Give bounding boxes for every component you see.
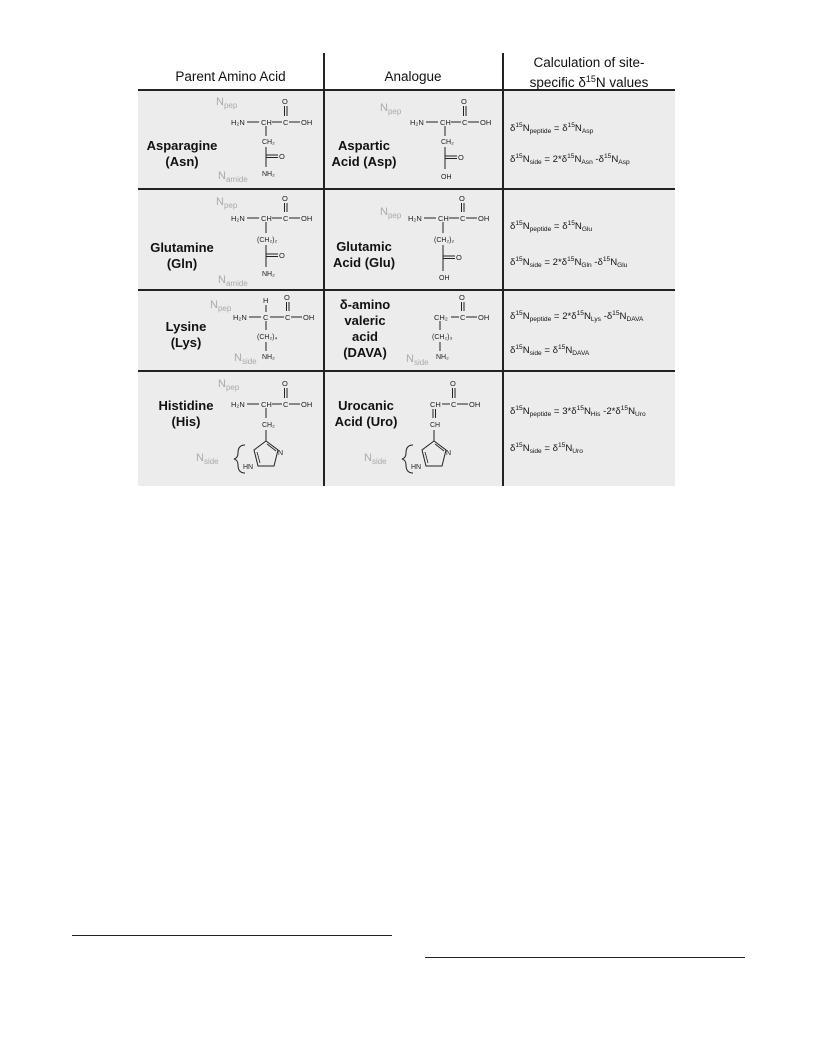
svg-text:(CH₂)₃: (CH₂)₃ xyxy=(432,334,453,341)
svg-text:C: C xyxy=(263,313,269,322)
svg-text:O: O xyxy=(279,152,285,161)
svg-text:OH: OH xyxy=(480,118,492,127)
svg-text:CH: CH xyxy=(438,214,449,223)
svg-text:H₂N: H₂N xyxy=(408,214,422,223)
eq-side-his: $\delta^{15}N_{side} = \delta^{15}N_{Uro}$ xyxy=(510,442,583,455)
n-pep-label-gln: $N_{pep}$ xyxy=(216,196,238,210)
svg-text:H₂N: H₂N xyxy=(410,118,424,127)
analogue-name-uro: Urocanic Acid (Uro) xyxy=(334,398,398,429)
svg-text:C: C xyxy=(451,400,457,409)
header-parent: Parent Amino Acid xyxy=(175,69,286,84)
col-rule-2 xyxy=(502,53,504,486)
header-analogue: Analogue xyxy=(384,69,442,84)
footnote-rule-right xyxy=(425,957,745,958)
svg-text:(CH₂)₄: (CH₂)₄ xyxy=(257,334,278,341)
svg-text:O: O xyxy=(459,194,465,203)
n-side-label-uro: $N_{side}$ xyxy=(364,452,387,466)
n-amide-label-asn: $N_{amide}$ xyxy=(218,170,248,184)
svg-text:OH: OH xyxy=(441,174,452,181)
svg-text:C: C xyxy=(283,400,289,409)
parent-name-lys: Lysine (Lys) xyxy=(165,319,207,350)
svg-text:C: C xyxy=(283,118,289,127)
svg-text:CH: CH xyxy=(430,422,441,429)
eq-side-asn: $\delta^{15}N_{side} = 2*\delta^{15}N_{Asn}$ $-\delta^{15}N_{Asp}$ xyxy=(510,153,630,166)
asparagine-structure xyxy=(216,91,324,188)
aspartic-acid-structure xyxy=(380,91,498,188)
svg-text:C: C xyxy=(460,214,466,223)
n-side-label-his: $N_{side}$ xyxy=(196,452,219,466)
svg-text:N: N xyxy=(278,450,284,457)
header-calculation xyxy=(503,55,675,91)
eq-peptide-asn: $\delta^{15}N_{peptide} = \delta^{15}N_{Asp}$ xyxy=(510,122,594,135)
svg-text:CH₂: CH₂ xyxy=(262,139,275,146)
svg-text:O: O xyxy=(459,293,465,302)
n-pep-label-asp: $N_{pep}$ xyxy=(380,102,402,116)
svg-text:OH: OH xyxy=(478,313,490,322)
svg-text:O: O xyxy=(282,97,288,106)
svg-text:HN: HN xyxy=(411,464,422,471)
svg-text:OH: OH xyxy=(301,118,313,127)
svg-text:OH: OH xyxy=(439,275,450,282)
svg-text:NH₂: NH₂ xyxy=(436,354,449,361)
svg-text:O: O xyxy=(450,379,456,388)
svg-text:CH₂: CH₂ xyxy=(441,139,454,146)
svg-text:CH: CH xyxy=(261,214,272,223)
svg-text:CH₂: CH₂ xyxy=(262,422,275,429)
svg-text:H: H xyxy=(263,296,269,305)
svg-text:(CH₂)₂: (CH₂)₂ xyxy=(434,237,455,244)
svg-text:O: O xyxy=(282,379,288,388)
footnote-rule-left xyxy=(72,935,392,936)
svg-text:OH: OH xyxy=(478,214,490,223)
eq-side-gln: $\delta^{15}N_{side} = 2*\delta^{15}N_{Gln}$ $-\delta^{15}N_{Glu}$ xyxy=(510,256,628,269)
eq-side-lys: $\delta^{15}N_{side} = \delta^{15}N_{DAVA}$ xyxy=(510,344,590,357)
n-amide-label-gln: $N_{amide}$ xyxy=(218,274,248,288)
svg-text:OH: OH xyxy=(469,400,481,409)
n-side-label-dava: $N_{side}$ xyxy=(406,353,429,367)
row-rule-1 xyxy=(138,188,675,190)
n-pep-label-lys: $N_{pep}$ xyxy=(210,299,232,313)
svg-text:O: O xyxy=(458,153,464,162)
eq-peptide-his: $\delta^{15}N_{peptide} = 3*\delta^{15}N_{His}$ $-2*\delta^{15}N_{Uro}$ xyxy=(510,405,646,418)
svg-text:O: O xyxy=(461,97,467,106)
svg-text:C: C xyxy=(460,313,466,322)
svg-text:C: C xyxy=(283,214,289,223)
parent-name-gln: Glutamine (Gln) xyxy=(150,240,214,271)
svg-text:C: C xyxy=(462,118,468,127)
svg-text:H₂N: H₂N xyxy=(233,313,247,322)
svg-text:O: O xyxy=(282,194,288,203)
histidine-structure xyxy=(196,373,324,485)
svg-text:OH: OH xyxy=(301,400,313,409)
header-calc-line1: Calculation of site- xyxy=(533,55,645,70)
eq-peptide-lys: $\delta^{15}N_{peptide} = 2*\delta^{15}N_{Lys}$ $-\delta^{15}N_{DAVA}$ xyxy=(510,310,644,323)
analogue-name-asp: Aspartic Acid (Asp) xyxy=(331,138,397,169)
parent-name-asn: Asparagine (Asn) xyxy=(146,138,218,169)
svg-text:CH: CH xyxy=(440,118,451,127)
svg-text:CH: CH xyxy=(430,400,441,409)
svg-text:OH: OH xyxy=(303,313,315,322)
svg-text:NH₂: NH₂ xyxy=(262,171,275,178)
svg-text:H₂N: H₂N xyxy=(231,214,245,223)
eq-peptide-gln: $\delta^{15}N_{peptide} = \delta^{15}N_{Glu}$ xyxy=(510,220,593,233)
n-side-label-lys: $N_{side}$ xyxy=(234,352,257,366)
lysine-structure xyxy=(208,292,324,370)
row-rule-3 xyxy=(138,370,675,372)
svg-text:O: O xyxy=(284,293,290,302)
n-pep-label-glu: $N_{pep}$ xyxy=(380,206,402,220)
urocanic-acid-structure xyxy=(364,373,500,485)
n-pep-label-asn: $N_{pep}$ xyxy=(216,96,238,110)
svg-text:O: O xyxy=(456,253,462,262)
svg-text:HN: HN xyxy=(243,464,254,471)
isotope-table xyxy=(138,53,675,486)
svg-text:CH₂: CH₂ xyxy=(434,313,448,322)
parent-name-his: Histidine (His) xyxy=(158,398,214,429)
svg-text:(CH₂)₂: (CH₂)₂ xyxy=(257,237,278,244)
glutamic-acid-structure xyxy=(380,191,498,289)
dava-structure xyxy=(394,292,500,370)
svg-text:N: N xyxy=(446,450,452,457)
svg-text:O: O xyxy=(279,251,285,260)
svg-text:NH₂: NH₂ xyxy=(262,271,275,278)
glutamine-structure xyxy=(216,191,324,289)
svg-text:CH: CH xyxy=(261,118,272,127)
header-calc-line2: specific $\delta^{15}N$ values xyxy=(529,74,649,90)
n-pep-label-his: $N_{pep}$ xyxy=(218,378,240,392)
svg-text:H₂N: H₂N xyxy=(231,400,245,409)
svg-text:CH: CH xyxy=(261,400,272,409)
svg-text:NH₂: NH₂ xyxy=(262,354,275,361)
svg-text:OH: OH xyxy=(301,214,313,223)
row-rule-2 xyxy=(138,289,675,291)
svg-text:H₂N: H₂N xyxy=(231,118,245,127)
analogue-name-glu: Glutamic Acid (Glu) xyxy=(332,239,396,270)
analogue-name-dava: δ-amino valeric acid (DAVA) xyxy=(339,297,391,360)
svg-text:C: C xyxy=(285,313,291,322)
